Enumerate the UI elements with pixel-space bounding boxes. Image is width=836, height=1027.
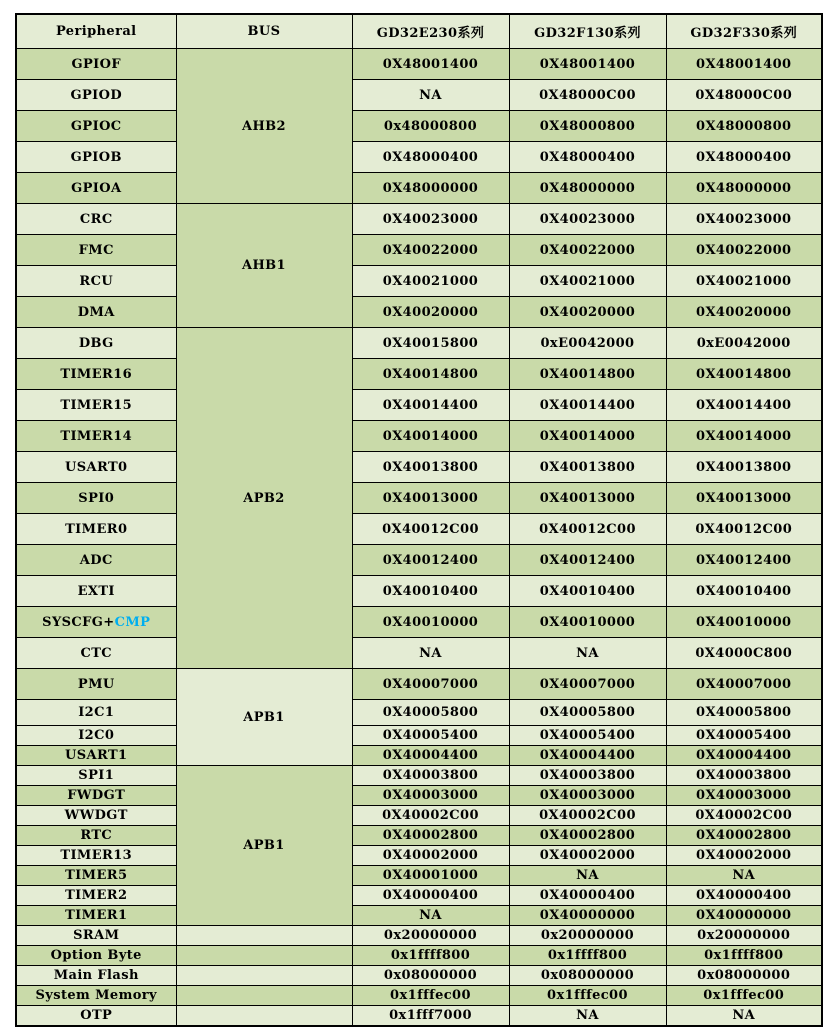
cell-address-gd32f330: 0x08000000 xyxy=(666,966,822,986)
cell-address-gd32f330: 0X48000800 xyxy=(666,111,822,142)
cell-bus-empty xyxy=(176,926,352,946)
cell-address-gd32f130: 0X40003800 xyxy=(509,766,666,786)
cell-address-gd32f330: 0x20000000 xyxy=(666,926,822,946)
cell-peripheral-name: TIMER13 xyxy=(16,846,176,866)
cell-address-gd32f330: 0X40012400 xyxy=(666,545,822,576)
cell-address-gd32f330: 0X40004400 xyxy=(666,746,822,766)
cell-address-gd32f330: 0X40021000 xyxy=(666,266,822,297)
cell-address-gd32e230: 0X40005400 xyxy=(352,726,509,746)
cell-address-gd32f330: 0X40013800 xyxy=(666,452,822,483)
table-row xyxy=(16,866,822,886)
cell-address-gd32f130: 0X40013000 xyxy=(509,483,666,514)
cell-address-gd32e230: 0X40002C00 xyxy=(352,806,509,826)
cell-peripheral-name: SYSCFG+CMP xyxy=(16,607,176,638)
cell-peripheral-name: TIMER16 xyxy=(16,359,176,390)
cell-peripheral-name: GPIOA xyxy=(16,173,176,204)
cell-address-gd32f130: 0X40005400 xyxy=(509,726,666,746)
cell-peripheral-name: GPIOD xyxy=(16,80,176,111)
cell-peripheral-name: SRAM xyxy=(16,926,176,946)
cell-address-gd32f330: 0X40005400 xyxy=(666,726,822,746)
cell-address-gd32e230: 0X40000400 xyxy=(352,886,509,906)
cell-address-gd32f130: 0X40000000 xyxy=(509,906,666,926)
cell-address-gd32f130: 0X40022000 xyxy=(509,235,666,266)
cell-peripheral-name: WWDGT xyxy=(16,806,176,826)
cell-address-gd32e230: 0x1ffff800 xyxy=(352,946,509,966)
table-row xyxy=(16,328,822,359)
cell-address-gd32e230: NA xyxy=(352,906,509,926)
column-header-gd32e230: GD32E230系列 xyxy=(352,14,509,49)
cell-address-gd32e230: 0X40003000 xyxy=(352,786,509,806)
cell-address-gd32f130: 0x20000000 xyxy=(509,926,666,946)
cell-address-gd32e230: 0X40001000 xyxy=(352,866,509,886)
cell-address-gd32f130: NA xyxy=(509,866,666,886)
cell-peripheral-name: CTC xyxy=(16,638,176,669)
cell-address-gd32f330: 0X40022000 xyxy=(666,235,822,266)
cell-address-gd32f330: 0X48000C00 xyxy=(666,80,822,111)
table-body xyxy=(16,49,822,1027)
cell-bus-empty xyxy=(176,966,352,986)
table-row xyxy=(16,607,822,638)
cell-peripheral-name: Option Byte xyxy=(16,946,176,966)
cell-address-gd32e230: 0X40010400 xyxy=(352,576,509,607)
cell-peripheral-name: TIMER2 xyxy=(16,886,176,906)
cell-address-gd32e230: 0X40003800 xyxy=(352,766,509,786)
cell-address-gd32f130: 0X40005800 xyxy=(509,700,666,726)
cell-address-gd32f130: NA xyxy=(509,1006,666,1027)
table-row xyxy=(16,886,822,906)
peripheral-address-table-container xyxy=(15,13,821,1027)
cell-address-gd32e230: 0x48000800 xyxy=(352,111,509,142)
cell-peripheral-name: FMC xyxy=(16,235,176,266)
table-row xyxy=(16,806,822,826)
cell-peripheral-name: USART1 xyxy=(16,746,176,766)
cell-address-gd32f130: 0X40003000 xyxy=(509,786,666,806)
cell-peripheral-name: SPI1 xyxy=(16,766,176,786)
cell-peripheral-name: ADC xyxy=(16,545,176,576)
cell-address-gd32e230: NA xyxy=(352,638,509,669)
cell-bus-group: AHB1 xyxy=(176,204,352,328)
table-row xyxy=(16,726,822,746)
table-row xyxy=(16,452,822,483)
cell-address-gd32f330: 0X40020000 xyxy=(666,297,822,328)
cell-peripheral-name: FWDGT xyxy=(16,786,176,806)
cell-address-gd32f330: 0X40010400 xyxy=(666,576,822,607)
cell-peripheral-name: EXTI xyxy=(16,576,176,607)
cell-address-gd32e230: 0X40021000 xyxy=(352,266,509,297)
table-row xyxy=(16,638,822,669)
cell-address-gd32f330: 0X40014400 xyxy=(666,390,822,421)
table-row xyxy=(16,946,822,966)
column-header-bus: BUS xyxy=(176,14,352,49)
cell-address-gd32e230: 0x1fffec00 xyxy=(352,986,509,1006)
cell-address-gd32f130: 0X40002000 xyxy=(509,846,666,866)
table-row xyxy=(16,204,822,235)
cell-address-gd32f330: 0x1ffff800 xyxy=(666,946,822,966)
cell-address-gd32f130: 0X40012C00 xyxy=(509,514,666,545)
cell-address-gd32f330: 0X48000000 xyxy=(666,173,822,204)
table-row xyxy=(16,514,822,545)
cell-address-gd32f130: 0X48000400 xyxy=(509,142,666,173)
cell-address-gd32f330: 0xE0042000 xyxy=(666,328,822,359)
cell-peripheral-name: I2C1 xyxy=(16,700,176,726)
cell-address-gd32f130: 0X48000800 xyxy=(509,111,666,142)
cell-peripheral-name: TIMER0 xyxy=(16,514,176,545)
cell-address-gd32e230: 0X48000400 xyxy=(352,142,509,173)
cell-address-gd32f130: 0X40007000 xyxy=(509,669,666,700)
cell-address-gd32e230: 0X40013000 xyxy=(352,483,509,514)
cell-address-gd32f130: 0x1ffff800 xyxy=(509,946,666,966)
cell-peripheral-name: TIMER15 xyxy=(16,390,176,421)
cell-address-gd32e230: 0x08000000 xyxy=(352,966,509,986)
cell-address-gd32f330: 0X40014800 xyxy=(666,359,822,390)
cell-address-gd32f130: 0X40000400 xyxy=(509,886,666,906)
cell-peripheral-name: TIMER1 xyxy=(16,906,176,926)
cell-address-gd32f330: 0X4000C800 xyxy=(666,638,822,669)
cell-address-gd32f130: 0X40020000 xyxy=(509,297,666,328)
cell-address-gd32e230: 0X40022000 xyxy=(352,235,509,266)
cell-address-gd32e230: 0X40007000 xyxy=(352,669,509,700)
cell-peripheral-name: RCU xyxy=(16,266,176,297)
cell-address-gd32f130: 0X40014400 xyxy=(509,390,666,421)
cell-address-gd32f330: 0X40014000 xyxy=(666,421,822,452)
cell-address-gd32f330: 0X48000400 xyxy=(666,142,822,173)
cell-address-gd32f130: 0X40021000 xyxy=(509,266,666,297)
table-row xyxy=(16,235,822,266)
table-row xyxy=(16,576,822,607)
cell-address-gd32f330: 0X40013000 xyxy=(666,483,822,514)
cell-address-gd32f130: 0X48001400 xyxy=(509,49,666,80)
cell-peripheral-name: RTC xyxy=(16,826,176,846)
table-row xyxy=(16,1006,822,1027)
cell-address-gd32f330: 0X40023000 xyxy=(666,204,822,235)
cell-peripheral-name: GPIOF xyxy=(16,49,176,80)
cell-address-gd32f130: 0X40010000 xyxy=(509,607,666,638)
cell-address-gd32f330: 0X48001400 xyxy=(666,49,822,80)
cell-address-gd32e230: 0X40004400 xyxy=(352,746,509,766)
table-row xyxy=(16,266,822,297)
cell-address-gd32e230: 0X40002800 xyxy=(352,826,509,846)
peripheral-address-table xyxy=(15,13,823,1027)
cell-address-gd32f130: 0xE0042000 xyxy=(509,328,666,359)
cell-address-gd32e230: 0X40014400 xyxy=(352,390,509,421)
cell-address-gd32f130: NA xyxy=(509,638,666,669)
cell-address-gd32f130: 0X40014000 xyxy=(509,421,666,452)
cell-address-gd32f330: 0X40003000 xyxy=(666,786,822,806)
table-row xyxy=(16,746,822,766)
cell-bus-group: AHB2 xyxy=(176,49,352,204)
cell-address-gd32f130: 0X40012400 xyxy=(509,545,666,576)
cell-bus-group: APB1 xyxy=(176,669,352,766)
cell-address-gd32f130: 0X40013800 xyxy=(509,452,666,483)
cell-address-gd32f330: 0X40010000 xyxy=(666,607,822,638)
cell-peripheral-name: System Memory xyxy=(16,986,176,1006)
cell-address-gd32f330: 0X40002C00 xyxy=(666,806,822,826)
cell-address-gd32f130: 0X40014800 xyxy=(509,359,666,390)
cell-peripheral-name: USART0 xyxy=(16,452,176,483)
column-header-peripheral: Peripheral xyxy=(16,14,176,49)
cell-address-gd32e230: 0X40013800 xyxy=(352,452,509,483)
cell-peripheral-name: I2C0 xyxy=(16,726,176,746)
cell-address-gd32f130: 0X48000C00 xyxy=(509,80,666,111)
cell-peripheral-name: GPIOC xyxy=(16,111,176,142)
cell-address-gd32e230: 0X40002000 xyxy=(352,846,509,866)
column-header-gd32f330: GD32F330系列 xyxy=(666,14,822,49)
cell-address-gd32f130: 0x1fffec00 xyxy=(509,986,666,1006)
cell-address-gd32f330: 0X40002000 xyxy=(666,846,822,866)
cell-address-gd32e230: 0X40012400 xyxy=(352,545,509,576)
cell-peripheral-name: DMA xyxy=(16,297,176,328)
cell-address-gd32f130: 0X48000000 xyxy=(509,173,666,204)
table-row xyxy=(16,545,822,576)
cell-address-gd32f330: NA xyxy=(666,1006,822,1027)
column-header-gd32f130: GD32F130系列 xyxy=(509,14,666,49)
table-row xyxy=(16,483,822,514)
cell-address-gd32f130: 0X40004400 xyxy=(509,746,666,766)
cell-address-gd32e230: 0X40012C00 xyxy=(352,514,509,545)
cell-address-gd32e230: 0X40010000 xyxy=(352,607,509,638)
table-row xyxy=(16,926,822,946)
table-row xyxy=(16,700,822,726)
cell-address-gd32f130: 0X40010400 xyxy=(509,576,666,607)
cell-peripheral-name: TIMER5 xyxy=(16,866,176,886)
cell-address-gd32f330: NA xyxy=(666,866,822,886)
cell-address-gd32e230: 0X40005800 xyxy=(352,700,509,726)
table-row xyxy=(16,786,822,806)
table-header xyxy=(16,14,822,49)
table-row xyxy=(16,80,822,111)
cell-address-gd32e230: NA xyxy=(352,80,509,111)
table-row xyxy=(16,826,822,846)
cell-bus-group: APB1 xyxy=(176,766,352,926)
cell-address-gd32f130: 0x08000000 xyxy=(509,966,666,986)
cell-address-gd32e230: 0X48001400 xyxy=(352,49,509,80)
cell-address-gd32e230: 0X48000000 xyxy=(352,173,509,204)
table-row xyxy=(16,142,822,173)
table-row xyxy=(16,49,822,80)
cell-address-gd32e230: 0X40020000 xyxy=(352,297,509,328)
cell-bus-empty xyxy=(176,946,352,966)
cell-peripheral-name: GPIOB xyxy=(16,142,176,173)
cell-address-gd32f330: 0X40012C00 xyxy=(666,514,822,545)
table-row xyxy=(16,846,822,866)
cell-peripheral-name: Main Flash xyxy=(16,966,176,986)
table-row xyxy=(16,297,822,328)
cell-address-gd32f330: 0X40002800 xyxy=(666,826,822,846)
cell-address-gd32e230: 0X40014000 xyxy=(352,421,509,452)
cell-address-gd32e230: 0x1fff7000 xyxy=(352,1006,509,1027)
table-row xyxy=(16,421,822,452)
cell-address-gd32f330: 0X40003800 xyxy=(666,766,822,786)
table-row xyxy=(16,111,822,142)
cell-peripheral-name: OTP xyxy=(16,1006,176,1027)
cell-address-gd32e230: 0X40014800 xyxy=(352,359,509,390)
cell-address-gd32f330: 0X40000000 xyxy=(666,906,822,926)
table-row xyxy=(16,766,822,786)
table-row xyxy=(16,906,822,926)
cell-address-gd32e230: 0x20000000 xyxy=(352,926,509,946)
cell-address-gd32f130: 0X40002800 xyxy=(509,826,666,846)
cell-bus-empty xyxy=(176,1006,352,1027)
cell-address-gd32f330: 0x1fffec00 xyxy=(666,986,822,1006)
cell-peripheral-name: PMU xyxy=(16,669,176,700)
cell-bus-group: APB2 xyxy=(176,328,352,669)
table-row xyxy=(16,390,822,421)
cell-address-gd32f330: 0X40007000 xyxy=(666,669,822,700)
table-row xyxy=(16,669,822,700)
table-row xyxy=(16,359,822,390)
cell-peripheral-name: TIMER14 xyxy=(16,421,176,452)
cell-address-gd32e230: 0X40015800 xyxy=(352,328,509,359)
table-row xyxy=(16,173,822,204)
cell-peripheral-name: SPI0 xyxy=(16,483,176,514)
cell-address-gd32f130: 0X40002C00 xyxy=(509,806,666,826)
cell-address-gd32f330: 0X40005800 xyxy=(666,700,822,726)
table-header-row xyxy=(16,14,822,49)
table-row xyxy=(16,966,822,986)
cell-address-gd32f330: 0X40000400 xyxy=(666,886,822,906)
cell-address-gd32f130: 0X40023000 xyxy=(509,204,666,235)
cell-address-gd32e230: 0X40023000 xyxy=(352,204,509,235)
cell-peripheral-name: CRC xyxy=(16,204,176,235)
cell-peripheral-name: DBG xyxy=(16,328,176,359)
